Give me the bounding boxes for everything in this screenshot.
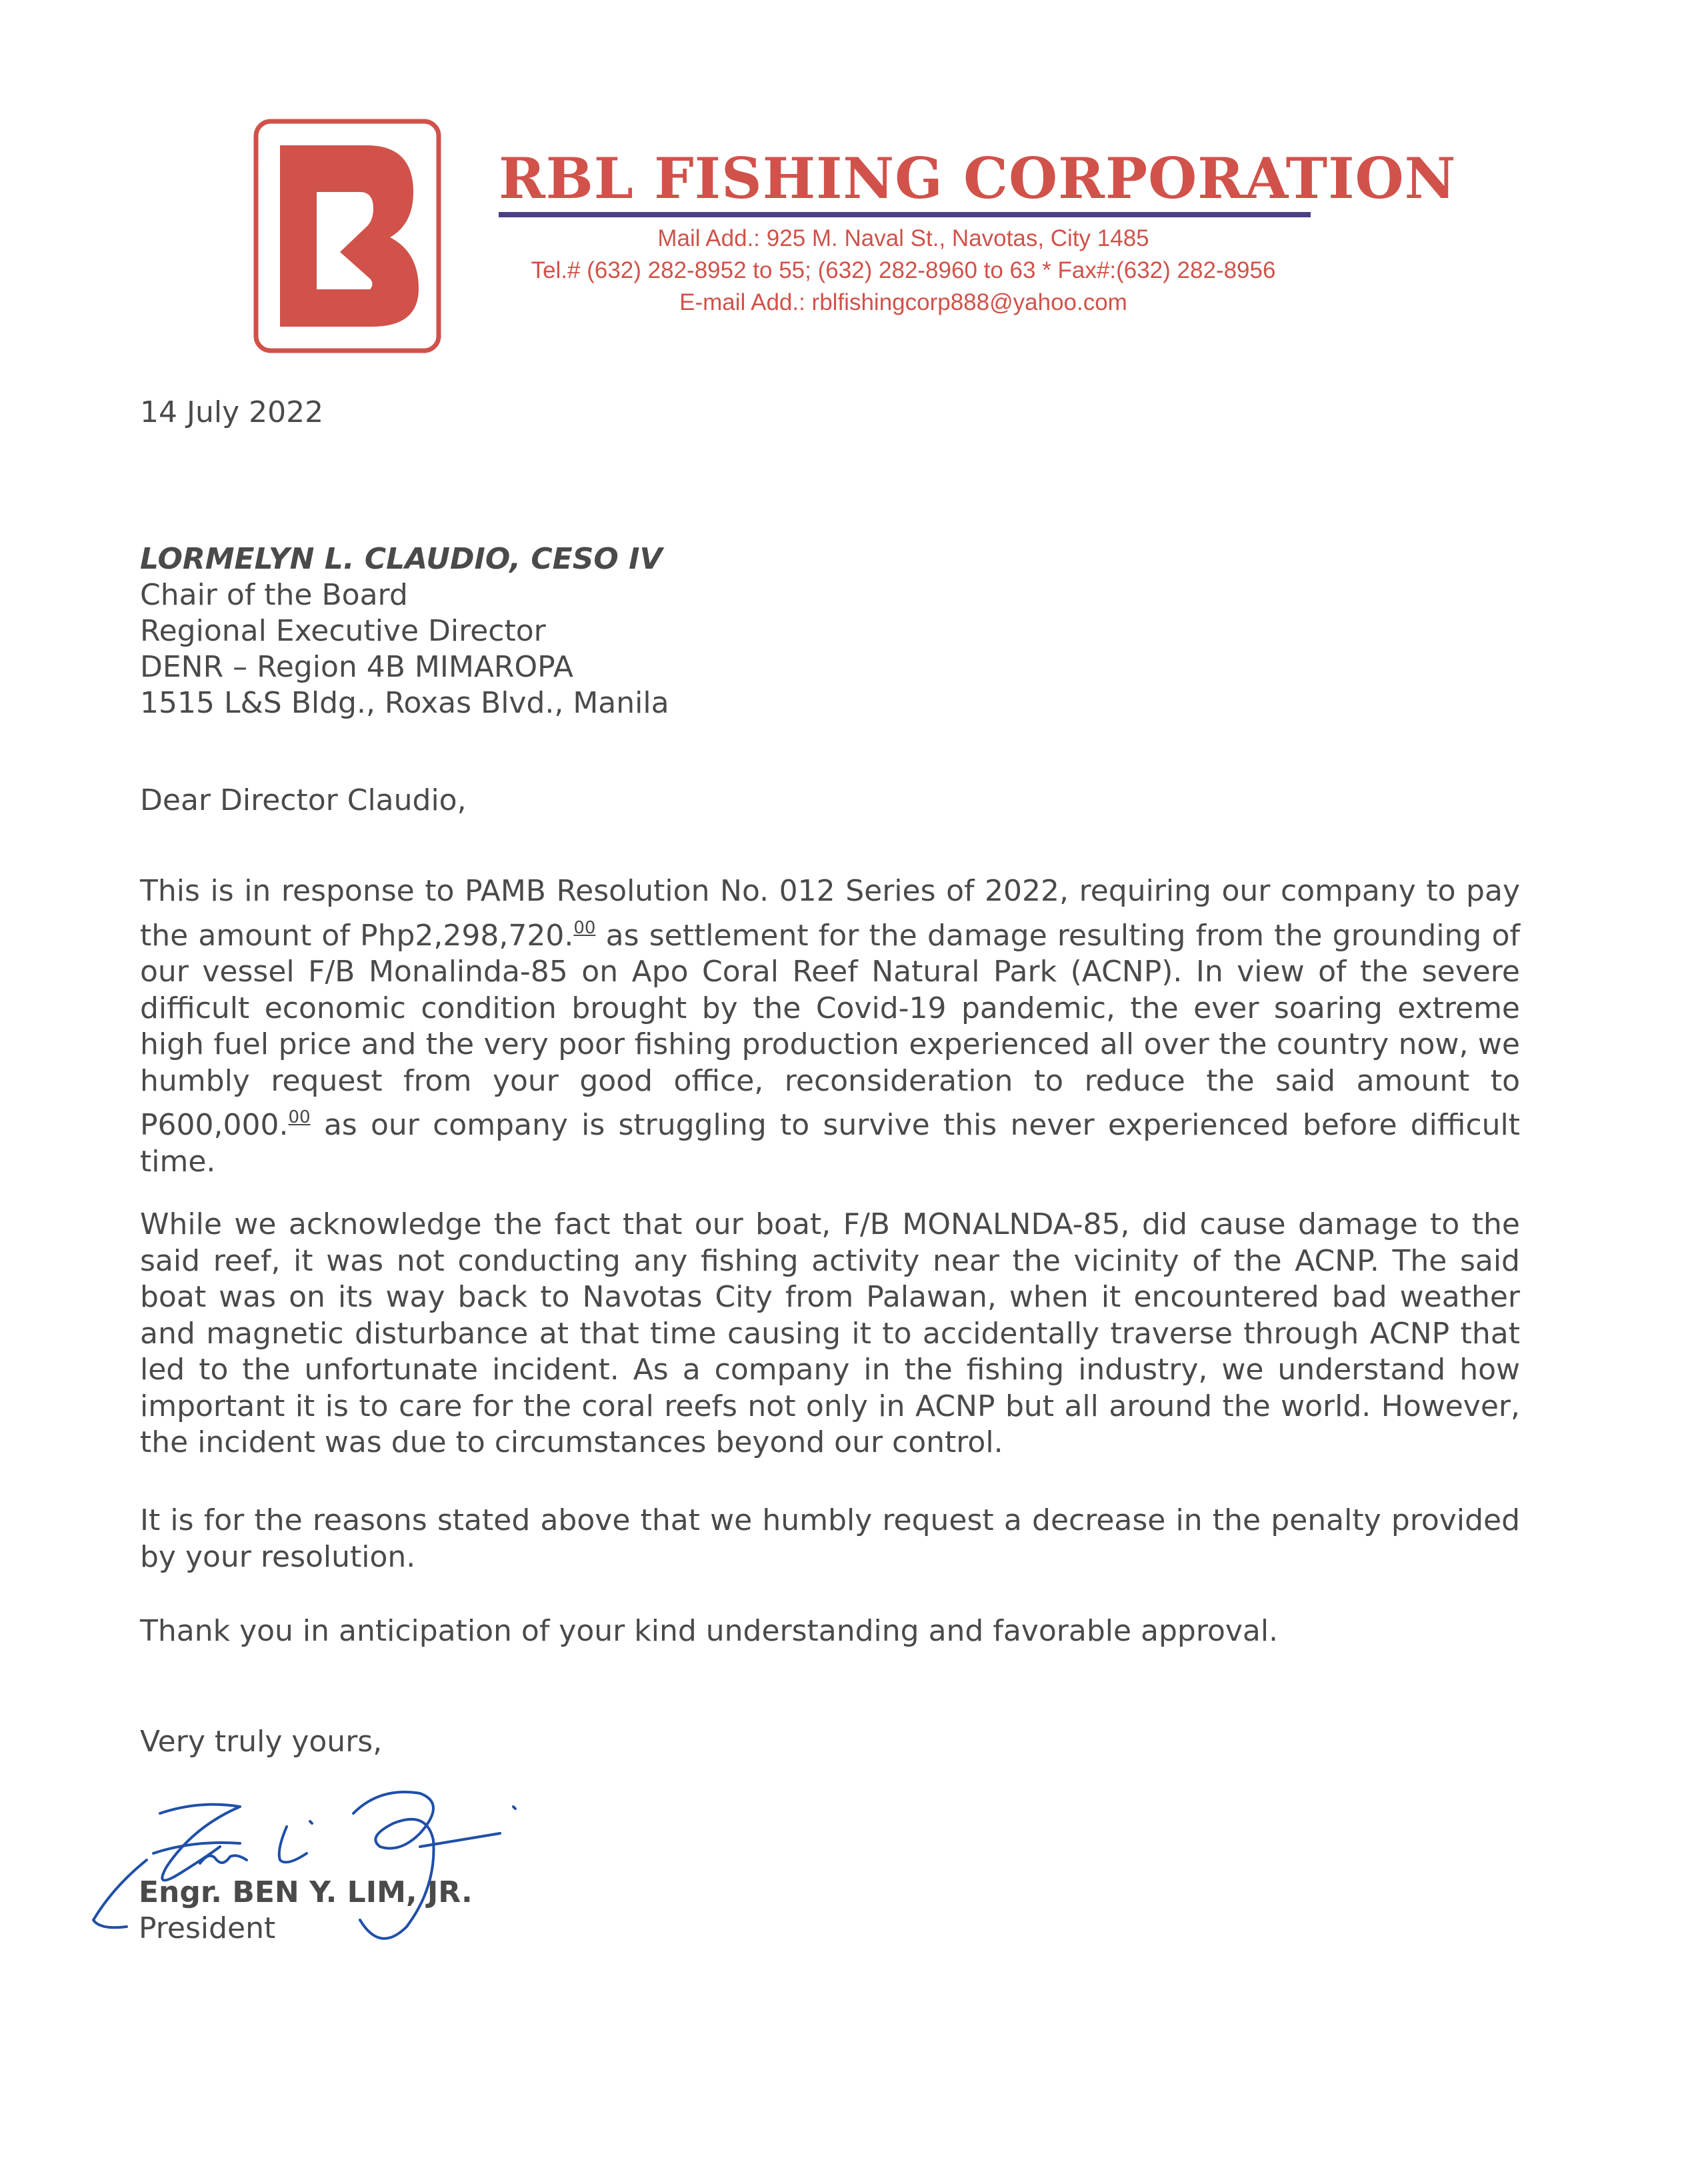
recipient-line: DENR – Region 4B MIMAROPA [140, 650, 573, 684]
superscript-cents: 00 [573, 917, 596, 938]
recipient-line: Regional Executive Director [140, 614, 546, 648]
paragraph-text: as settlement for the damage resulting from the grounding of our vessel F/B Monalinda-85 on Apo Coral Reef Natural Park (ACNP). In view of the severe difficult economic condition brought by the Covid-19 pandemic, the ever soaring extreme high fuel price and the very poor fishing production experienced all over the country now, we humbly request from your good office, reconsideration to reduce the said amount to P600,000. [140, 918, 1520, 1142]
body-paragraph-1 [140, 873, 1520, 1180]
letterhead-rule [499, 212, 1311, 217]
phone-fax: Tel.# (632) 282-8952 to 55; (632) 282-8960 to 63 * Fax#:(632) 282-8956 [531, 257, 1276, 283]
closing: Very truly yours, [140, 1725, 383, 1759]
paragraph-text: This is in response to PAMB Resolution No. 012 Series of 2022, requiring our company to pay the amount of Php2,298,720. [140, 874, 1520, 953]
company-name: RBL FISHING CORPORATION [499, 145, 1457, 211]
recipient-line: 1515 L&S Bldg., Roxas Blvd., Manila [140, 686, 669, 720]
signer-name: Engr. BEN Y. LIM, JR. [139, 1875, 473, 1909]
signer-title: President [139, 1911, 276, 1945]
body-paragraph-4: Thank you in anticipation of your kind understanding and favorable approval. [140, 1614, 1279, 1648]
recipient-name: LORMELYN L. CLAUDIO, CESO IV [140, 542, 663, 576]
letter-date: 14 July 2022 [140, 395, 324, 429]
signer-block [139, 1875, 473, 1947]
superscript-cents: 00 [288, 1107, 311, 1127]
salutation: Dear Director Claudio, [140, 783, 467, 817]
recipient-line: Chair of the Board [140, 578, 408, 612]
paragraph-text: as our company is struggling to survive this never experienced before difficult time. [140, 1108, 1520, 1179]
email-address: E-mail Add.: rblfishingcorp888@yahoo.com [679, 289, 1127, 315]
body-paragraph-3: It is for the reasons stated above that we humbly request a decrease in the penalty provided by your resolution. [140, 1503, 1520, 1574]
body-paragraph-2: While we acknowledge the fact that our boat, F/B MONALNDA-85, did cause damage to the said reef, it was not conducting any fishing activity near the vicinity of the ACNP. The said boat was on its way back to Navotas City from Palawan, when it encountered bad weather and magnetic disturbance at that time causing it to accidentally traverse through ACNP that led to the unfortunate incident. As a company in the fishing industry, we understand how important it is to care for the coral reefs not only in ACNP but all around the world. However, the incident was due to circumstances beyond our control. [140, 1207, 1520, 1459]
recipient-block [140, 541, 669, 721]
company-logo [253, 119, 441, 353]
mail-address: Mail Add.: 925 M. Naval St., Navotas, City 1485 [657, 225, 1149, 251]
